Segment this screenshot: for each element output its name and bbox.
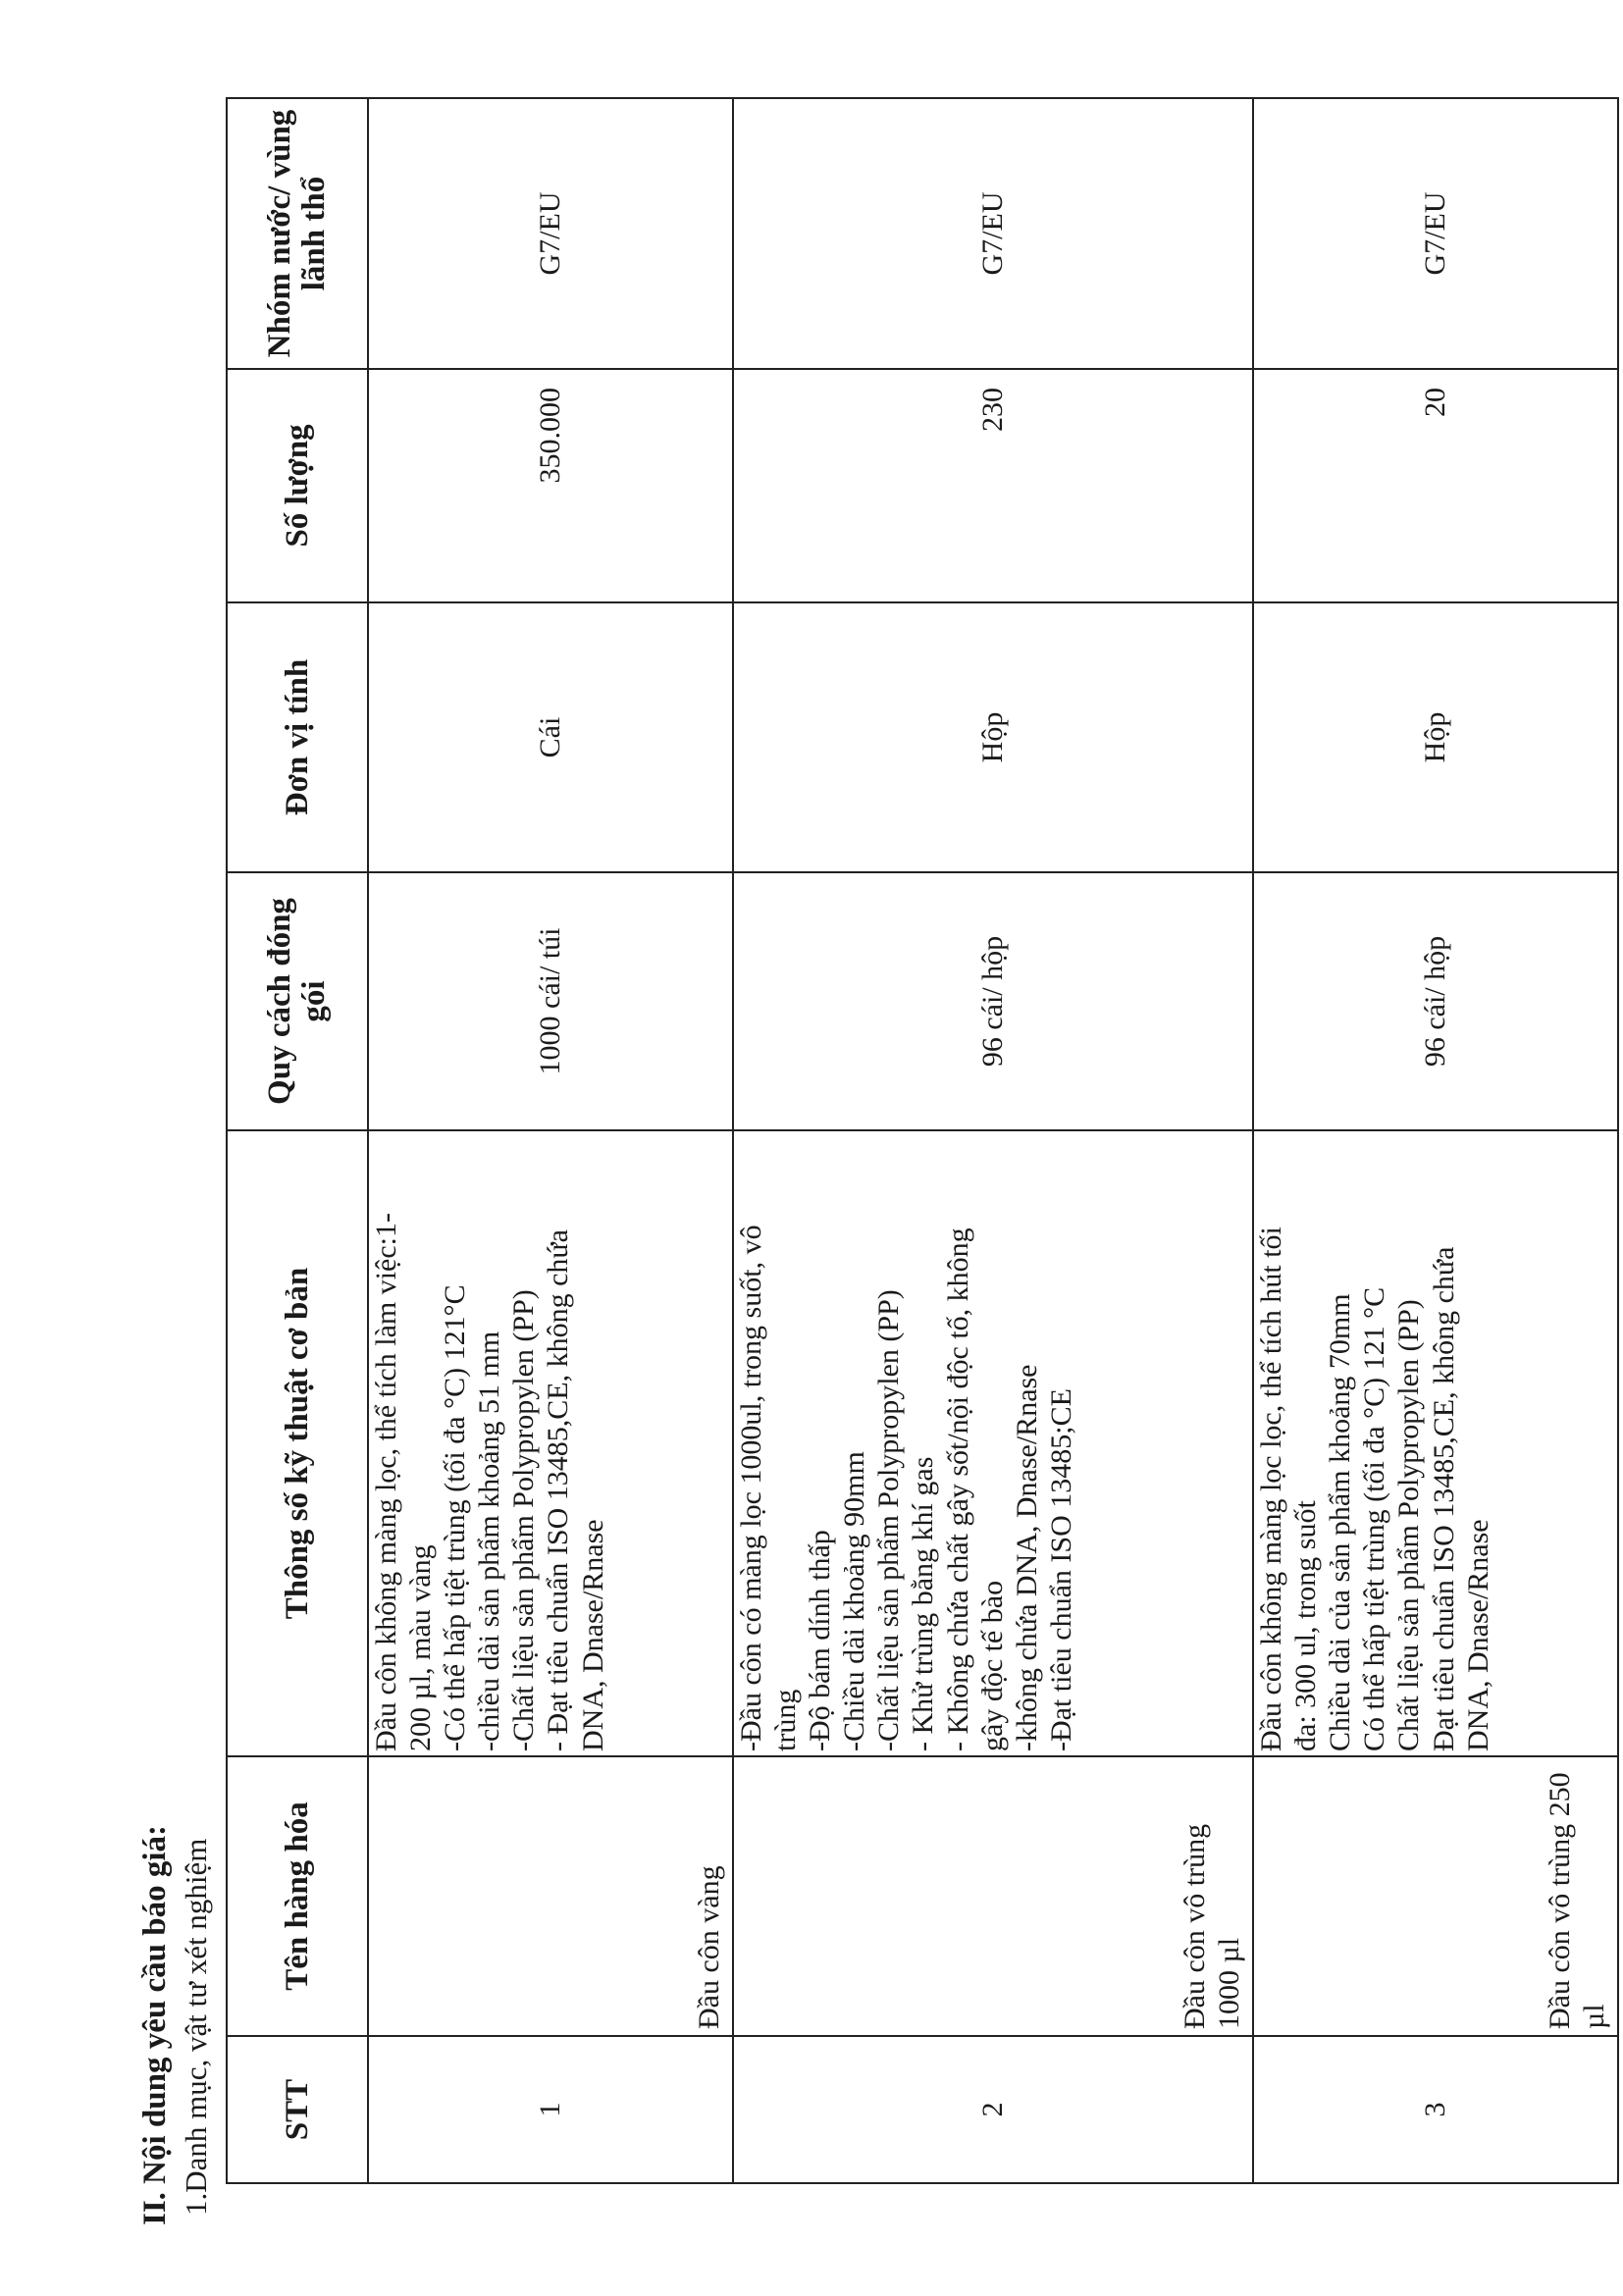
- table-header-row: [227, 98, 368, 2183]
- cell-name: Đầu côn vàng: [368, 1756, 733, 2036]
- spec-line: -Chất liệu sản phẩm Polypropylen (PP): [507, 1289, 541, 1751]
- section-heading: II. Nội dung yêu cầu báo giá:: [137, 1824, 173, 2225]
- header-packaging: Quy cách đóng gói: [227, 872, 368, 1130]
- spec-line: DNA, Dnase/Rnase: [576, 1519, 609, 1751]
- cell-stt: 1: [368, 2036, 733, 2183]
- subheading: 1.Danh mục, vật tư xét nghiệm: [179, 1838, 213, 2216]
- cell-quantity: 230: [733, 369, 1253, 602]
- cell-unit: Cái: [368, 602, 733, 872]
- spec-line: đa: 300 ul, trong suốt: [1289, 1500, 1323, 1751]
- cell-quantity: 20: [1253, 369, 1618, 602]
- cell-unit: Hộp: [733, 602, 1253, 872]
- spec-line: Có thể hấp tiệt trùng (tối đa °C) 121 °C: [1358, 1286, 1391, 1751]
- header-stt: STT: [227, 2036, 368, 2183]
- spec-line: -Đầu côn có màng lọc 1000ul, trong suốt, vô: [734, 1225, 767, 1751]
- spec-line: Chất liệu sản phẩm Polypropylen (PP): [1392, 1299, 1426, 1751]
- table-row: [368, 98, 733, 2183]
- cell-name: Đầu côn vô trùng 250 µl: [1253, 1756, 1618, 2036]
- rotated-page-content: [137, 67, 1619, 2225]
- spec-line: -Chất liệu sản phẩm Polypropylen (PP): [872, 1289, 906, 1751]
- spec-line: - Không chứa chất gây sốt/nội độc tố, không: [941, 1227, 974, 1751]
- spec-line: trùng: [769, 1689, 803, 1751]
- table-row: [1253, 98, 1618, 2183]
- cell-quantity: 350.000: [368, 369, 733, 602]
- cell-stt: 3: [1253, 2036, 1618, 2183]
- cell-packaging: 96 cái/ hộp: [1253, 872, 1618, 1130]
- header-origin: Nhóm nước/ vùng lãnh thổ: [227, 98, 368, 369]
- spec-line: Đầu côn không màng lọc, thể tích làm việc:1-: [370, 1212, 402, 1751]
- header-unit: Đơn vị tính: [227, 602, 368, 872]
- spec-line: 200 µl, màu vàng: [404, 1544, 438, 1751]
- cell-spec: [733, 1130, 1253, 1756]
- spec-line: Đầu côn không màng lọc lọc, thể tích hút tối: [1255, 1226, 1288, 1751]
- spec-line: Đạt tiêu chuẩn ISO 13485,CE, không chứa: [1427, 1246, 1460, 1751]
- spec-line: - Khử trùng bằng khí gas: [907, 1456, 940, 1751]
- spec-line: -Chiều dài khoảng 90mm: [838, 1451, 871, 1751]
- quotation-table: [226, 97, 1619, 2184]
- cell-unit: Hộp: [1253, 602, 1618, 872]
- cell-name: Đầu côn vô trùng 1000 µl: [733, 1756, 1253, 2036]
- header-spec: Thông số kỹ thuật cơ bản: [227, 1130, 368, 1756]
- header-quantity: Số lượng: [227, 369, 368, 602]
- cell-spec: [1253, 1130, 1618, 1756]
- cell-packaging: 96 cái/ hộp: [733, 872, 1253, 1130]
- spec-line: -Đạt tiêu chuẩn ISO 13485;CE: [1044, 1388, 1077, 1751]
- cell-stt: 2: [733, 2036, 1253, 2183]
- spec-line: -không chứa DNA, Dnase/Rnase: [1010, 1364, 1043, 1751]
- spec-line: Chiều dài của sản phẩm khoảng 70mm: [1324, 1293, 1357, 1751]
- cell-origin: G7/EU: [368, 98, 733, 369]
- spec-line: - Đạt tiêu chuẩn ISO 13485,CE, không chứa: [542, 1229, 575, 1751]
- spec-line: DNA, Dnase/Rnase: [1461, 1519, 1494, 1751]
- spec-line: -Độ bám dính thấp: [804, 1530, 837, 1751]
- spec-line: -Có thể hấp tiệt trùng (tối đa °C) 121°C: [439, 1284, 472, 1751]
- cell-spec: [368, 1130, 733, 1756]
- cell-origin: G7/EU: [733, 98, 1253, 369]
- cell-origin: G7/EU: [1253, 98, 1618, 369]
- header-name: Tên hàng hóa: [227, 1756, 368, 2036]
- spec-line: -chiều dài sản phẩm khoảng 51 mm: [473, 1331, 506, 1751]
- table-row: [733, 98, 1253, 2183]
- cell-packaging: 1000 cái/ túi: [368, 872, 733, 1130]
- spec-line: gây độc tế bào: [975, 1580, 1009, 1751]
